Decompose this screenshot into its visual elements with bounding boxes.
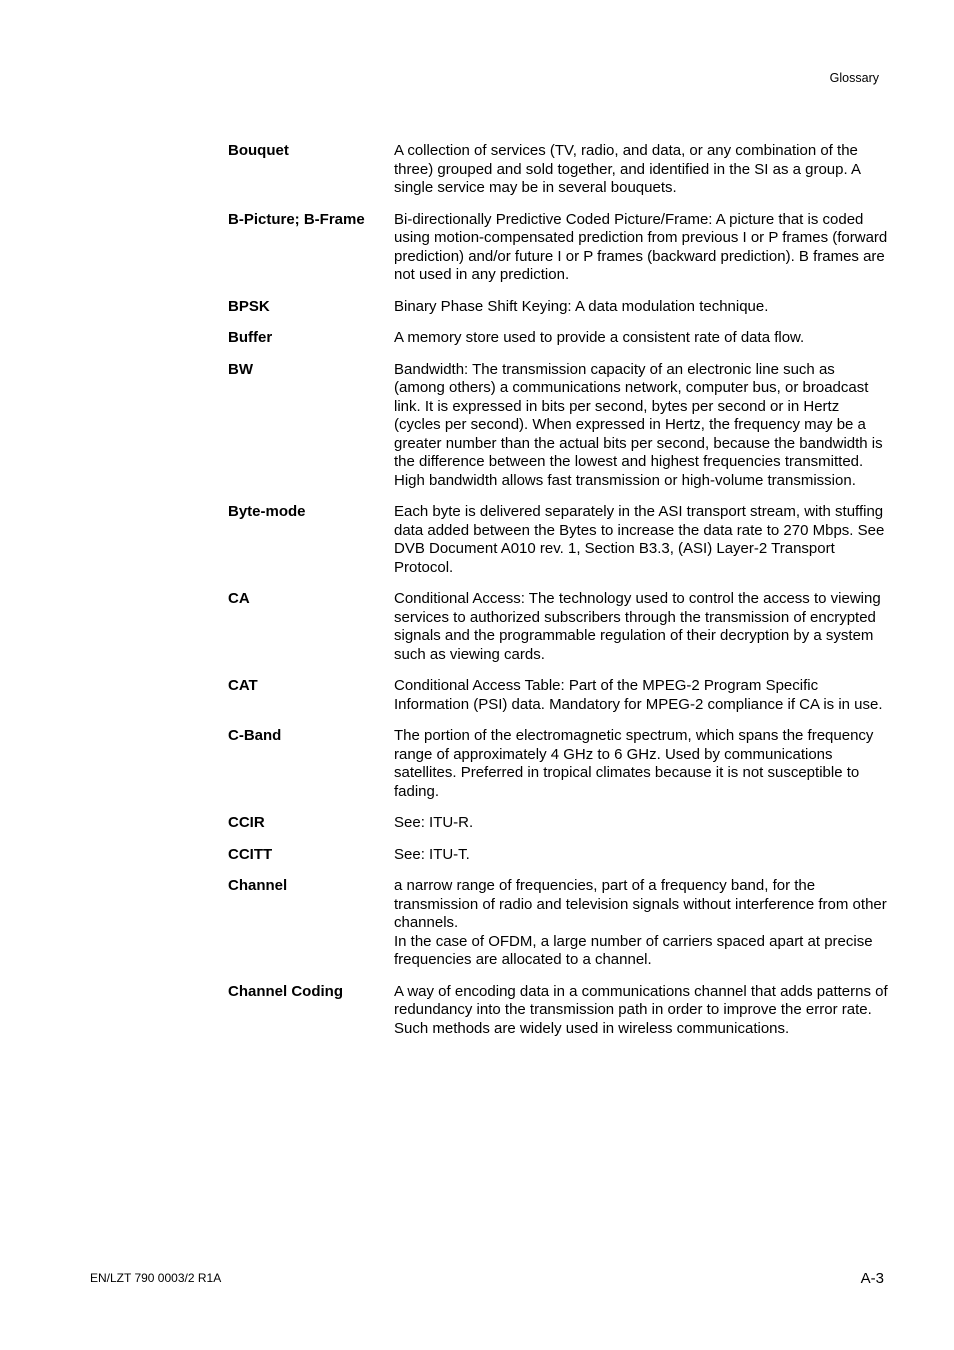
definition-paragraph: In the case of OFDM, a large number of carriers spaced apart at precise frequencies are allocated to a channel. [394, 932, 873, 968]
glossary-entry [228, 814, 888, 833]
glossary-definition [394, 846, 888, 865]
page-number: A-3 [860, 1270, 884, 1287]
definition-paragraph: Bandwidth: The transmission capacity of an electronic line such as (among others) a communications network, computer bus, or broadcast link. It is expressed in bits per second, bytes per second or in Hertz (cycles per second). When expressed in Hertz, the frequency may be a greater number than the actual bits per second, because the bandwidth is the difference between the lowest and highest frequencies transmitted. High bandwidth allows fast transmission or high-volume transmission. [394, 360, 883, 489]
glossary-definition [394, 590, 888, 664]
definition-paragraph: See: ITU-T. [394, 845, 470, 863]
glossary-entry [228, 677, 888, 714]
glossary-term: BW [228, 360, 253, 378]
glossary-definition [394, 361, 888, 491]
definition-paragraph: See: ITU-R. [394, 814, 474, 831]
glossary-term: Channel [228, 877, 288, 894]
glossary-term: Channel Coding [228, 982, 343, 1000]
glossary-term: Buffer [228, 329, 273, 346]
glossary-definition [394, 814, 888, 833]
glossary-definition [394, 142, 888, 198]
definition-paragraph: A memory store used to provide a consistent rate of data flow. [394, 329, 805, 346]
definition-paragraph: Binary Phase Shift Keying: A data modulation technique. [394, 297, 769, 315]
glossary-term: CCITT [228, 845, 273, 863]
glossary-definition [394, 877, 888, 970]
glossary-definition [394, 983, 888, 1039]
glossary-entry [228, 361, 888, 491]
definition-paragraph: a narrow range of frequencies, part of a frequency band, for the transmission of radio and television signals without interference from other channels. [394, 877, 887, 931]
running-header: Glossary [829, 71, 879, 85]
glossary-entry [228, 727, 888, 801]
definition-paragraph: Each byte is delivered separately in the ASI transport stream, with stuffing data added between the Bytes to increase the data rate to 270 Mbps. See DVB Document A010 rev. 1, Section B3.3, (ASI) Layer-2 Transport Protocol. [394, 503, 885, 576]
glossary-entry [228, 329, 888, 348]
glossary-term: BPSK [228, 297, 270, 315]
glossary-definition [394, 211, 888, 285]
glossary-term: CAT [228, 677, 258, 694]
definition-paragraph: Bi-directionally Predictive Coded Picture/Frame: A picture that is coded using motion-compensated prediction from previous I or P frames (forward prediction) and/or future I or P frames (backward prediction). B frames are not used in any prediction. [394, 210, 888, 283]
glossary-term: Bouquet [228, 142, 289, 159]
glossary-term: CA [228, 590, 250, 607]
glossary-entry [228, 298, 888, 317]
glossary-definition [394, 298, 888, 317]
glossary-entry [228, 142, 888, 198]
glossary-entry [228, 503, 888, 577]
glossary-term: Byte-mode [228, 503, 306, 520]
document-id: EN/LZT 790 0003/2 R1A [90, 1271, 222, 1285]
glossary-definition [394, 503, 888, 577]
definition-paragraph: Conditional Access Table: Part of the MPEG-2 Program Specific Information (PSI) data. Mandatory for MPEG-2 compliance if CA is in use. [394, 677, 883, 713]
glossary-entry [228, 590, 888, 664]
glossary-term: B-Picture; B-Frame [228, 210, 365, 228]
definition-paragraph: A collection of services (TV, radio, and data, or any combination of the three) grouped and sold together, and identified in the SI as a group. A single service may be in several bouquets. [394, 142, 861, 196]
definition-paragraph: The portion of the electromagnetic spectrum, which spans the frequency range of approximately 4 GHz to 6 GHz. Used by communications satellites. Preferred in tropical climates because it is not susceptible to fading. [394, 727, 874, 800]
glossary-entry [228, 846, 888, 865]
glossary-definition [394, 727, 888, 801]
glossary-term: C-Band [228, 727, 282, 744]
glossary-entry [228, 877, 888, 970]
glossary-entry [228, 983, 888, 1039]
definition-paragraph: A way of encoding data in a communications channel that adds patterns of redundancy into the transmission path in order to improve the error rate. Such methods are widely used in wireless communications. [394, 982, 888, 1037]
glossary-entry [228, 211, 888, 285]
definition-paragraph: Conditional Access: The technology used to control the access to viewing services to authorized subscribers through the transmission of encrypted signals and the programmable regulation of their decryption by a system such as viewing cards. [394, 590, 881, 663]
glossary-term: CCIR [228, 814, 265, 831]
glossary-definition [394, 329, 888, 348]
glossary-list [228, 142, 888, 1051]
glossary-definition [394, 677, 888, 714]
